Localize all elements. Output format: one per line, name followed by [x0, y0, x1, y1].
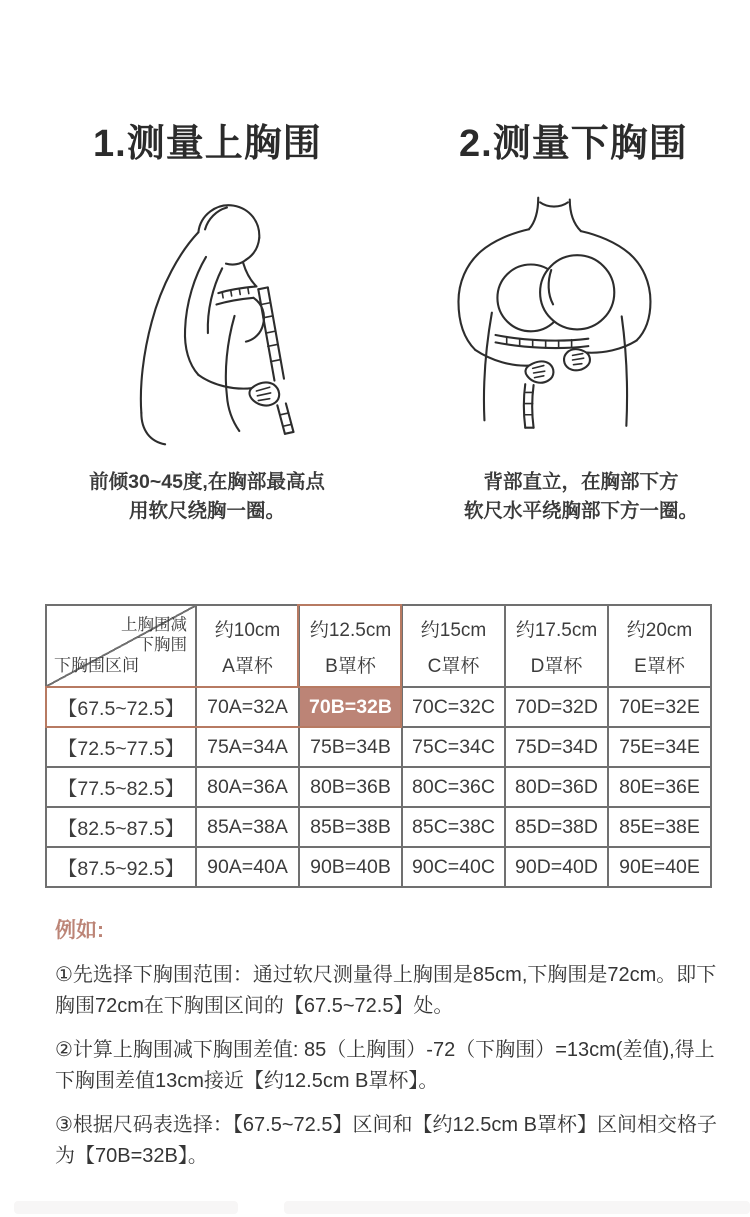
corner-top-line2: 下胸围 — [137, 636, 187, 654]
size-cell: 75E=34E — [608, 727, 711, 767]
corner-bottom-label: 下胸围区间 — [54, 656, 139, 675]
underbust-range-cell: 【77.5~82.5】 — [46, 767, 196, 807]
size-cell: 80B=36B — [299, 767, 402, 807]
next-section-strip-right — [284, 1201, 750, 1214]
example-step: ②计算上胸围减下胸围差值: 85（上胸围）-72（下胸围）=13cm(差值),得上下胸围差值13cm接近【约12.5cm B罩杯】。 — [55, 1039, 715, 1092]
size-cell: 90B=40B — [299, 847, 402, 887]
front-figure-drawing — [438, 194, 670, 437]
size-table-row — [46, 807, 711, 847]
step2-caption — [412, 468, 750, 526]
size-cell: 70A=32A — [196, 687, 299, 727]
size-chart-header-row — [46, 605, 711, 687]
underbust-range-cell: 【82.5~87.5】 — [46, 807, 196, 847]
size-table-row — [46, 767, 711, 807]
size-cell: 80C=36C — [402, 767, 505, 807]
size-chart — [45, 604, 710, 888]
size-table-row — [46, 687, 711, 727]
size-cell: 85E=38E — [608, 807, 711, 847]
underbust-range-cell: 【67.5~72.5】 — [46, 687, 196, 727]
corner-top-label — [121, 615, 187, 655]
size-cell: 90D=40D — [505, 847, 608, 887]
step2-caption-line2: 软尺水平绕胸部下方一圈。 — [463, 500, 698, 522]
size-cell: 70B=32B — [299, 687, 402, 727]
size-cell: 85D=38D — [505, 807, 608, 847]
size-cell: 75A=34A — [196, 727, 299, 767]
step1-caption-line2: 用软尺绕胸一圈。 — [128, 500, 285, 522]
size-cell: 75D=34D — [505, 727, 608, 767]
step2-title: 2.测量下胸围 — [459, 123, 688, 165]
size-cell: 75C=34C — [402, 727, 505, 767]
example-step: ①先选择下胸围范围：通过软尺测量得上胸围是85cm,下胸围是72cm。即下胸围72cm在下胸围区间的【67.5~72.5】处。 — [55, 964, 717, 1017]
upper-bust-measure-illustration — [106, 198, 306, 455]
size-cell: 80E=36E — [608, 767, 711, 807]
diagonal-corner-cell — [46, 605, 196, 687]
size-table-row — [46, 847, 711, 887]
step1-caption-line1: 前倾30~45度,在胸部最高点 — [89, 471, 325, 493]
size-cell: 80D=36D — [505, 767, 608, 807]
cup-column-header: 约17.5cm D罩杯 — [505, 605, 608, 687]
size-cell: 75B=34B — [299, 727, 402, 767]
size-cell: 85C=38C — [402, 807, 505, 847]
cup-column-header: 约10cm A罩杯 — [196, 605, 299, 687]
example-step: ③根据尺码表选择：【67.5~72.5】区间和【约12.5cm B罩杯】区间相交格子为【70B=32B】。 — [55, 1114, 717, 1167]
size-cell: 70D=32D — [505, 687, 608, 727]
cup-column-header: 约15cm C罩杯 — [402, 605, 505, 687]
size-cell: 90E=40E — [608, 847, 711, 887]
size-table-row — [46, 727, 711, 767]
example-label: 例如: — [55, 919, 104, 942]
size-chart-table — [45, 604, 712, 888]
example-steps — [55, 960, 717, 1172]
example-section — [55, 914, 717, 1185]
size-cell: 80A=36A — [196, 767, 299, 807]
under-bust-measure-illustration — [438, 194, 670, 442]
size-cell: 85A=38A — [196, 807, 299, 847]
size-cell: 90C=40C — [402, 847, 505, 887]
leaning-figure-drawing — [106, 198, 306, 450]
step1-title: 1.测量上胸围 — [93, 123, 322, 165]
size-cell: 70C=32C — [402, 687, 505, 727]
next-section-strip-left — [14, 1201, 238, 1214]
underbust-range-cell: 【87.5~92.5】 — [46, 847, 196, 887]
cup-column-header: 约20cm E罩杯 — [608, 605, 711, 687]
size-cell: 70E=32E — [608, 687, 711, 727]
cup-column-header: 约12.5cm B罩杯 — [299, 605, 402, 687]
underbust-range-cell: 【72.5~77.5】 — [46, 727, 196, 767]
size-cell: 85B=38B — [299, 807, 402, 847]
step2-caption-line1: 背部直立，在胸部下方 — [483, 471, 679, 493]
step1-caption — [28, 468, 386, 526]
corner-top-line1: 上胸围减 — [121, 616, 187, 634]
size-cell: 90A=40A — [196, 847, 299, 887]
